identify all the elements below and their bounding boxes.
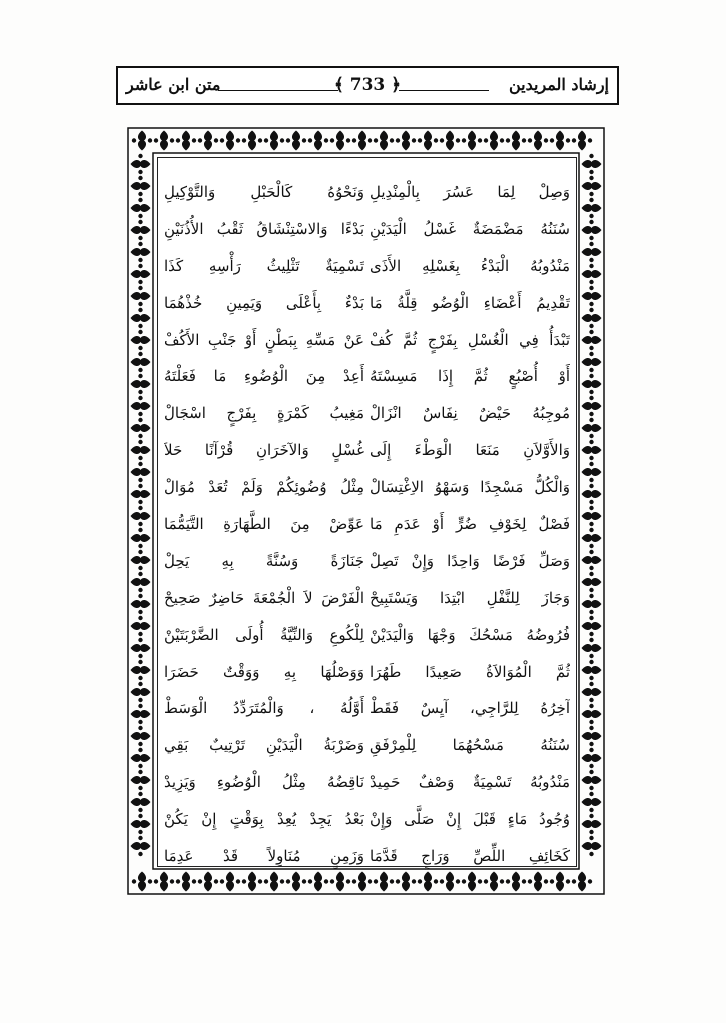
ornament-motif — [131, 770, 151, 790]
ornament-motif — [582, 220, 602, 240]
ornament-motif — [131, 374, 151, 394]
ornament-motif — [131, 836, 151, 856]
ornament-motif — [131, 704, 151, 724]
verse-first-hemistich: فَصْلٌ لِخَوْفِ ضُرٍّ أَوْ عَدَمِ مَا — [370, 515, 570, 534]
ornament-motif — [582, 748, 602, 768]
verse-first-hemistich: مَنْدُوبُهُ الْبَدْءُ بِغَسْلِهِ الأَذَى — [370, 256, 570, 275]
ornament-motif — [582, 594, 602, 614]
ornament-motif — [572, 872, 592, 892]
verse-second-hemistich: بَعْدُ يَجِدْ يُعِدْ بِوَقْتٍ إِنْ يَكُنْ — [164, 810, 364, 829]
page-number: ﴾ 733 ﴿ — [333, 75, 402, 95]
ornament-motif — [131, 814, 151, 834]
ornament-motif — [220, 131, 240, 151]
ornament-motif — [506, 131, 526, 151]
ornament-motif — [484, 131, 504, 151]
ornament-motif — [582, 638, 602, 658]
ornament-motif — [582, 726, 602, 746]
ornament-motif — [374, 131, 394, 151]
ornament-motif — [582, 462, 602, 482]
verse-second-hemistich: لِلْكُوعِ وَالنِّيَّةُ أُولَى الضَّرْبَتَيْنْ — [164, 625, 364, 644]
ornament-motif — [131, 418, 151, 438]
ornament-motif — [131, 528, 151, 548]
ornament-motif — [131, 638, 151, 658]
page-header — [116, 66, 619, 105]
ornamental-frame — [126, 126, 606, 896]
ornament-motif — [582, 506, 602, 526]
verse-first-hemistich: وَجَازَ لِلنَّفْلِ ابْتِدَا وَيَسْتَبِيحْ — [370, 588, 570, 607]
ornament-motif — [330, 131, 350, 151]
verse-second-hemistich: غُسْلٍ وَالآخَرَانِ قُرْآنًا حَلاَ — [164, 441, 364, 460]
ornament-motif — [286, 131, 306, 151]
ornament-motif — [242, 131, 262, 151]
ornament-motif — [131, 572, 151, 592]
verse-first-hemistich: مَنْدُوبُهُ تَسْمِيَةٌ وَصْفٌ حَمِيدْ — [370, 773, 570, 792]
ornament-motif — [582, 704, 602, 724]
ornament-motif — [131, 198, 151, 218]
book-title: إرشاد المريدين — [508, 75, 609, 94]
verse-first-hemistich: وَالأَوَّلاَنِ مَنَعَا الْوَطْءَ إِلَى — [370, 441, 570, 460]
ornament-motif — [131, 330, 151, 350]
ornament-motif — [582, 308, 602, 328]
ornament-motif — [582, 198, 602, 218]
verse-first-hemistich: مُوجِبُهُ حَيْضٌ نِفَاسٌ انْزَالْ — [370, 404, 570, 423]
ornament-motif — [462, 131, 482, 151]
ornament-motif — [131, 154, 151, 174]
ornament-motif — [131, 352, 151, 372]
ornament-motif — [176, 131, 196, 151]
ornament-motif — [582, 792, 602, 812]
ornament-motif — [582, 396, 602, 416]
verse-first-hemistich: تَقْدِيمُ أَعْضَاءِ الْوُضُو قِلَّةُ مَا — [370, 293, 570, 312]
header-rule-left — [218, 90, 338, 91]
verse-first-hemistich: سُنَنُهُ مَسْحُهُمَا لِلْمِرْفَقِ — [370, 736, 570, 755]
ornament-motif — [264, 131, 284, 151]
verse-second-hemistich: أَعِدْ مِنَ الْوُضُوءِ مَا فَعَلْتَهُ — [164, 367, 364, 386]
ornament-motif — [131, 484, 151, 504]
ornament-motif — [528, 131, 548, 151]
verse-second-hemistich: مِثْلُ وُضُوئِكُمْ وَلَمْ تُعَدْ مُوَالْ — [164, 478, 364, 497]
ornament-motif — [131, 682, 151, 702]
ornament-motif — [582, 286, 602, 306]
ornament-motif — [582, 836, 602, 856]
verse-first-hemistich: وُجُودُ مَاءٍ قَبْلَ إِنْ صَلَّى وَإِنْ — [370, 810, 570, 829]
text-title: متن ابن عاشر — [126, 75, 221, 94]
ornament-motif — [582, 330, 602, 350]
verse-second-hemistich: وَضَرْبَةُ الْيَدَيْنِ تَرْتِيبٌ بَقِي — [164, 736, 364, 755]
ornament-motif — [582, 176, 602, 196]
ornament-motif — [396, 131, 416, 151]
ornament-motif — [440, 131, 460, 151]
verse-second-hemistich: وَوَصْلُهَا بِهِ وَوَقْتٌ حَضَرَا — [164, 662, 364, 681]
verse-second-hemistich: جَنَازَةً وَسُنَّةً بِهِ يَحِلْ — [164, 551, 364, 570]
poem-column-left — [164, 174, 364, 875]
ornament-motif — [572, 131, 592, 151]
ornament-motif — [582, 660, 602, 680]
ornament-motif — [131, 396, 151, 416]
ornament-motif — [582, 484, 602, 504]
verse-first-hemistich: سُنَنُهُ مَضْمَضَةٌ غَسْلُ الْيَدَيْنِ — [370, 219, 570, 238]
verse-first-hemistich: تَبْدَأُ فِي الْغُسْلِ بِفَرْجٍ ثُمَّ كُفْ — [370, 330, 570, 349]
poem-column-right — [370, 174, 570, 875]
ornament-motif — [131, 616, 151, 636]
verse-second-hemistich: الْفَرْضَ لاَ الْجُمْعَةَ حَاضِرٌ صَحِيحْ — [164, 588, 364, 607]
ornament-motif — [131, 660, 151, 680]
ornament-motif — [582, 418, 602, 438]
verse-second-hemistich: عَوِّضْ مِنَ الطَّهَارَةِ التَّيَمُّمَا — [164, 515, 364, 534]
ornament-motif — [131, 176, 151, 196]
ornament-motif — [131, 220, 151, 240]
ornament-motif — [352, 131, 372, 151]
ornament-motif — [131, 264, 151, 284]
verse-second-hemistich: عَنْ مَسِّهِ بِبَطْنٍ أَوْ جَنْبِ الأَكُفْ — [164, 330, 364, 349]
verse-first-hemistich: آخِرُهُ لِلرَّاجِي، آيِسٌ فَقَطْ — [370, 699, 570, 718]
ornament-motif — [582, 616, 602, 636]
ornament-motif — [131, 308, 151, 328]
ornament-motif — [131, 550, 151, 570]
ornament-motif — [131, 726, 151, 746]
verse-second-hemistich: مَغِيبُ كَمْرَةٍ بِفَرْجٍ اسْجَالْ — [164, 404, 364, 423]
ornament-motif — [131, 242, 151, 262]
ornament-motif — [582, 352, 602, 372]
ornament-motif — [132, 131, 152, 151]
ornament-motif — [198, 131, 218, 151]
ornament-motif — [131, 462, 151, 482]
verse-first-hemistich: وَالْكُلُّ مَسْجِدًا وَسَهْوُ الاِغْتِسَالْ — [370, 478, 570, 497]
verse-second-hemistich: وَزَمِنٍ مُنَاوِلاً قَدْ عَدِمَا — [164, 847, 364, 866]
ornament-motif — [582, 154, 602, 174]
ornament-motif — [131, 594, 151, 614]
ornament-motif — [582, 550, 602, 570]
verse-second-hemistich: وَنَحْوُهُ كَالْحَبْلِ وَالتَّوْكِيلِ — [164, 183, 364, 201]
verse-second-hemistich: نَاقِضُهُ مِثْلُ الْوُضُوءِ وَيَزِيدْ — [164, 773, 364, 792]
verse-first-hemistich: ثُمَّ الْمُوَالاَةُ صَعِيدًا طَهُرَا — [370, 662, 570, 681]
verse-second-hemistich: بَدْءًا وَالاسْتِنْشَاقُ ثَقْبُ الأُذُنَيْنِ — [164, 219, 364, 238]
ornament-motif — [582, 770, 602, 790]
ornament-motif — [582, 374, 602, 394]
ornament-motif — [582, 814, 602, 834]
ornament-motif — [550, 131, 570, 151]
ornament-motif — [131, 440, 151, 460]
ornament-motif — [131, 748, 151, 768]
ornament-motif — [131, 286, 151, 306]
ornament-motif — [308, 131, 328, 151]
ornament-motif — [582, 264, 602, 284]
ornament-motif — [154, 131, 174, 151]
ornament-motif — [131, 506, 151, 526]
verse-first-hemistich: أَوْ أُصْبُعٍ ثُمَّ إِذَا مَسِسْتَهُ — [370, 367, 570, 386]
verse-second-hemistich: تَسْمِيَةٌ تَثْلِيثُ رَأْسِهِ كَذَا — [164, 256, 364, 275]
ornament-motif — [582, 242, 602, 262]
verse-first-hemistich: فُرُوضُهُ مَسْحُكَ وَجْهَا وَالْيَدَيْنْ — [370, 625, 570, 644]
verse-first-hemistich: وَصِلْ لِمَا عَسُرَ بِالْمِنْدِيلِ — [370, 183, 570, 201]
verse-first-hemistich: وَصَلِّ فَرْضًا وَاحِدًا وَإِنْ تَصِلْ — [370, 551, 570, 570]
ornament-motif — [418, 131, 438, 151]
ornament-motif — [131, 792, 151, 812]
ornament-motif — [582, 682, 602, 702]
ornament-motif — [582, 572, 602, 592]
ornament-motif — [582, 528, 602, 548]
ornament-motif — [132, 872, 152, 892]
verse-first-hemistich: كَخَائِفِ اللِّصِّ وَرَاجٍ قَدَّمَا — [370, 847, 570, 866]
ornament-motif — [582, 440, 602, 460]
poem-panel — [157, 157, 577, 867]
verse-second-hemistich: بَدْءٌ بِأَعْلَى وَيَمِينِ خُذْهُمَا — [164, 293, 364, 312]
verse-second-hemistich: أَوَّلُهُ ، وَالْمُتَرَدِّدُ الْوَسَطْ — [164, 699, 364, 718]
